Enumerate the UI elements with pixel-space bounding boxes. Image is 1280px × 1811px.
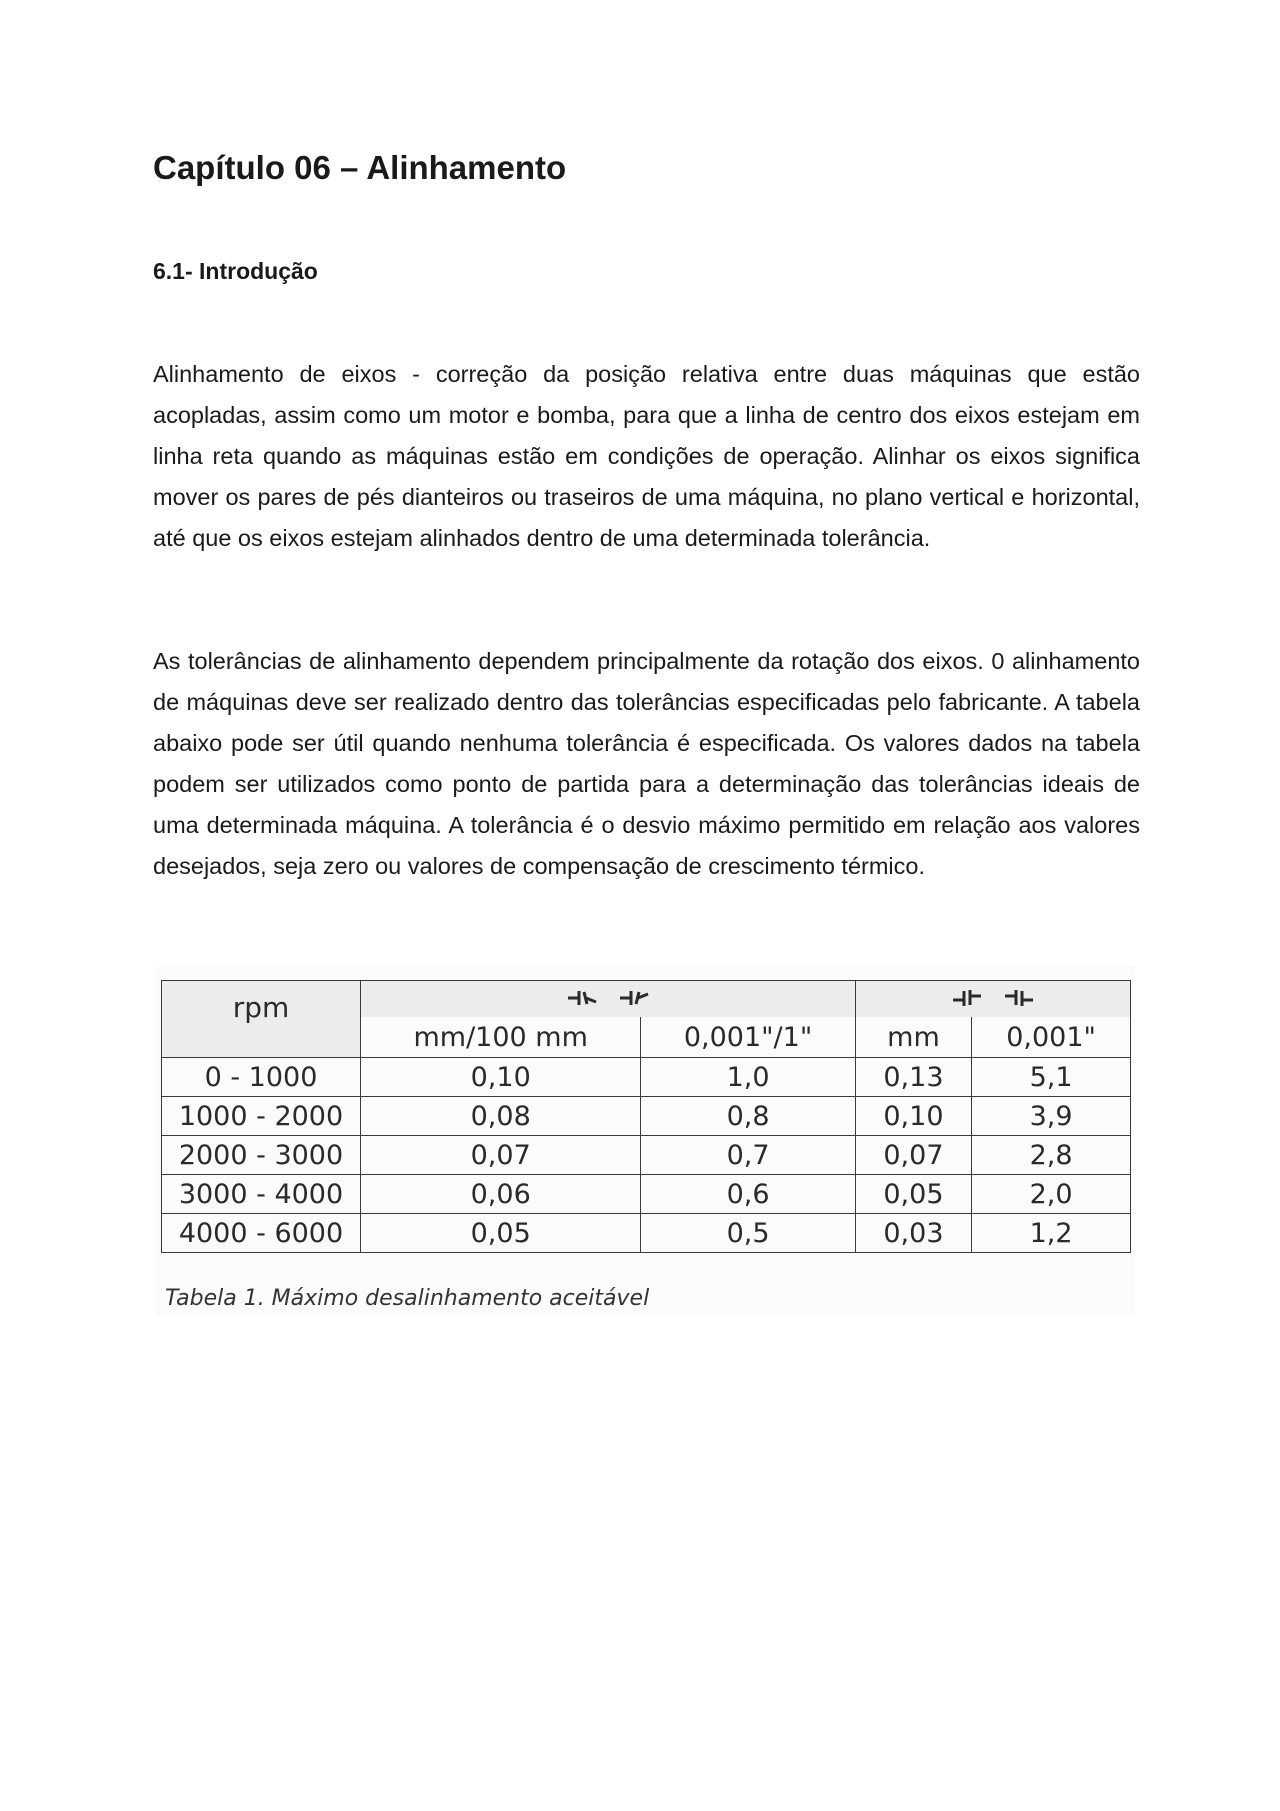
rpm-range-cell: 0 - 1000 <box>162 1058 361 1097</box>
angular-misalignment-icon <box>618 988 650 1008</box>
unit-header: 0,001" <box>972 1017 1131 1058</box>
rpm-range-cell: 1000 - 2000 <box>162 1097 361 1136</box>
chapter-title: Capítulo 06 – Alinhamento <box>153 149 567 186</box>
table-cell: 0,8 <box>641 1097 855 1136</box>
rpm-range-cell: 4000 - 6000 <box>162 1214 361 1253</box>
table-cell: 5,1 <box>972 1058 1131 1097</box>
unit-header: mm/100 mm <box>361 1017 641 1058</box>
offset-group-header <box>855 981 1130 1018</box>
table-row <box>162 1214 1131 1253</box>
table-cell: 0,08 <box>361 1097 641 1136</box>
section-title: 6.1- Introdução <box>153 258 318 284</box>
table-cell: 3,9 <box>972 1097 1131 1136</box>
tolerance-table-figure <box>155 966 1135 1316</box>
table-cell: 0,10 <box>855 1097 971 1136</box>
table-cell: 1,2 <box>972 1214 1131 1253</box>
table-cell: 0,06 <box>361 1175 641 1214</box>
table-cell: 0,5 <box>641 1214 855 1253</box>
angular-misalignment-icon <box>566 988 598 1008</box>
table-cell: 0,07 <box>855 1136 971 1175</box>
unit-header: mm <box>855 1017 971 1058</box>
table-cell: 0,6 <box>641 1175 855 1214</box>
parallel-offset-icon <box>1003 988 1035 1008</box>
table-row <box>162 1136 1131 1175</box>
angular-group-header <box>361 981 856 1018</box>
rpm-range-cell: 3000 - 4000 <box>162 1175 361 1214</box>
table-cell: 2,8 <box>972 1136 1131 1175</box>
table-cell: 0,13 <box>855 1058 971 1097</box>
table-cell: 0,05 <box>361 1214 641 1253</box>
table-cell: 0,10 <box>361 1058 641 1097</box>
table-caption: Tabela 1. Máximo desalinhamento aceitável <box>165 1286 650 1311</box>
rpm-range-cell: 2000 - 3000 <box>162 1136 361 1175</box>
tolerance-table <box>161 980 1131 1253</box>
table-cell: 0,05 <box>855 1175 971 1214</box>
table-row <box>162 1097 1131 1136</box>
table-header-row-icons <box>162 981 1131 1018</box>
tolerance-paragraph: As tolerâncias de alinhamento dependem principalmente da rotação dos eixos. 0 alinhamento de máquinas deve ser realizado dentro das tolerâncias especificadas pelo fabricante. A tabela abaixo pode ser útil quando nenhuma tolerância é especificada. Os valores dados na tabela podem ser utilizados como ponto de partida para a determinação das tolerâncias ideais de uma determinada máquina. A tolerância é o desvio máximo permitido em relação aos valores desejados, seja zero ou valores de compensação de crescimento térmico. <box>153 648 1140 879</box>
unit-header: 0,001"/1" <box>641 1017 855 1058</box>
table-cell: 2,0 <box>972 1175 1131 1214</box>
rpm-header: rpm <box>162 981 361 1058</box>
intro-paragraph: Alinhamento de eixos - correção da posição relativa entre duas máquinas que estão acopladas, assim como um motor e bomba, para que a linha de centro dos eixos estejam em linha reta quando as máquinas estão em condições de operação. Alinhar os eixos significa mover os pares de pés dianteiros ou traseiros de uma máquina, no plano vertical e horizontal, até que os eixos estejam alinhados dentro de uma determinada tolerância. <box>153 361 1140 551</box>
table-cell: 0,7 <box>641 1136 855 1175</box>
table-cell: 0,07 <box>361 1136 641 1175</box>
table-cell: 0,03 <box>855 1214 971 1253</box>
table-row <box>162 1058 1131 1097</box>
table-row <box>162 1175 1131 1214</box>
parallel-offset-icon <box>951 988 983 1008</box>
table-cell: 1,0 <box>641 1058 855 1097</box>
